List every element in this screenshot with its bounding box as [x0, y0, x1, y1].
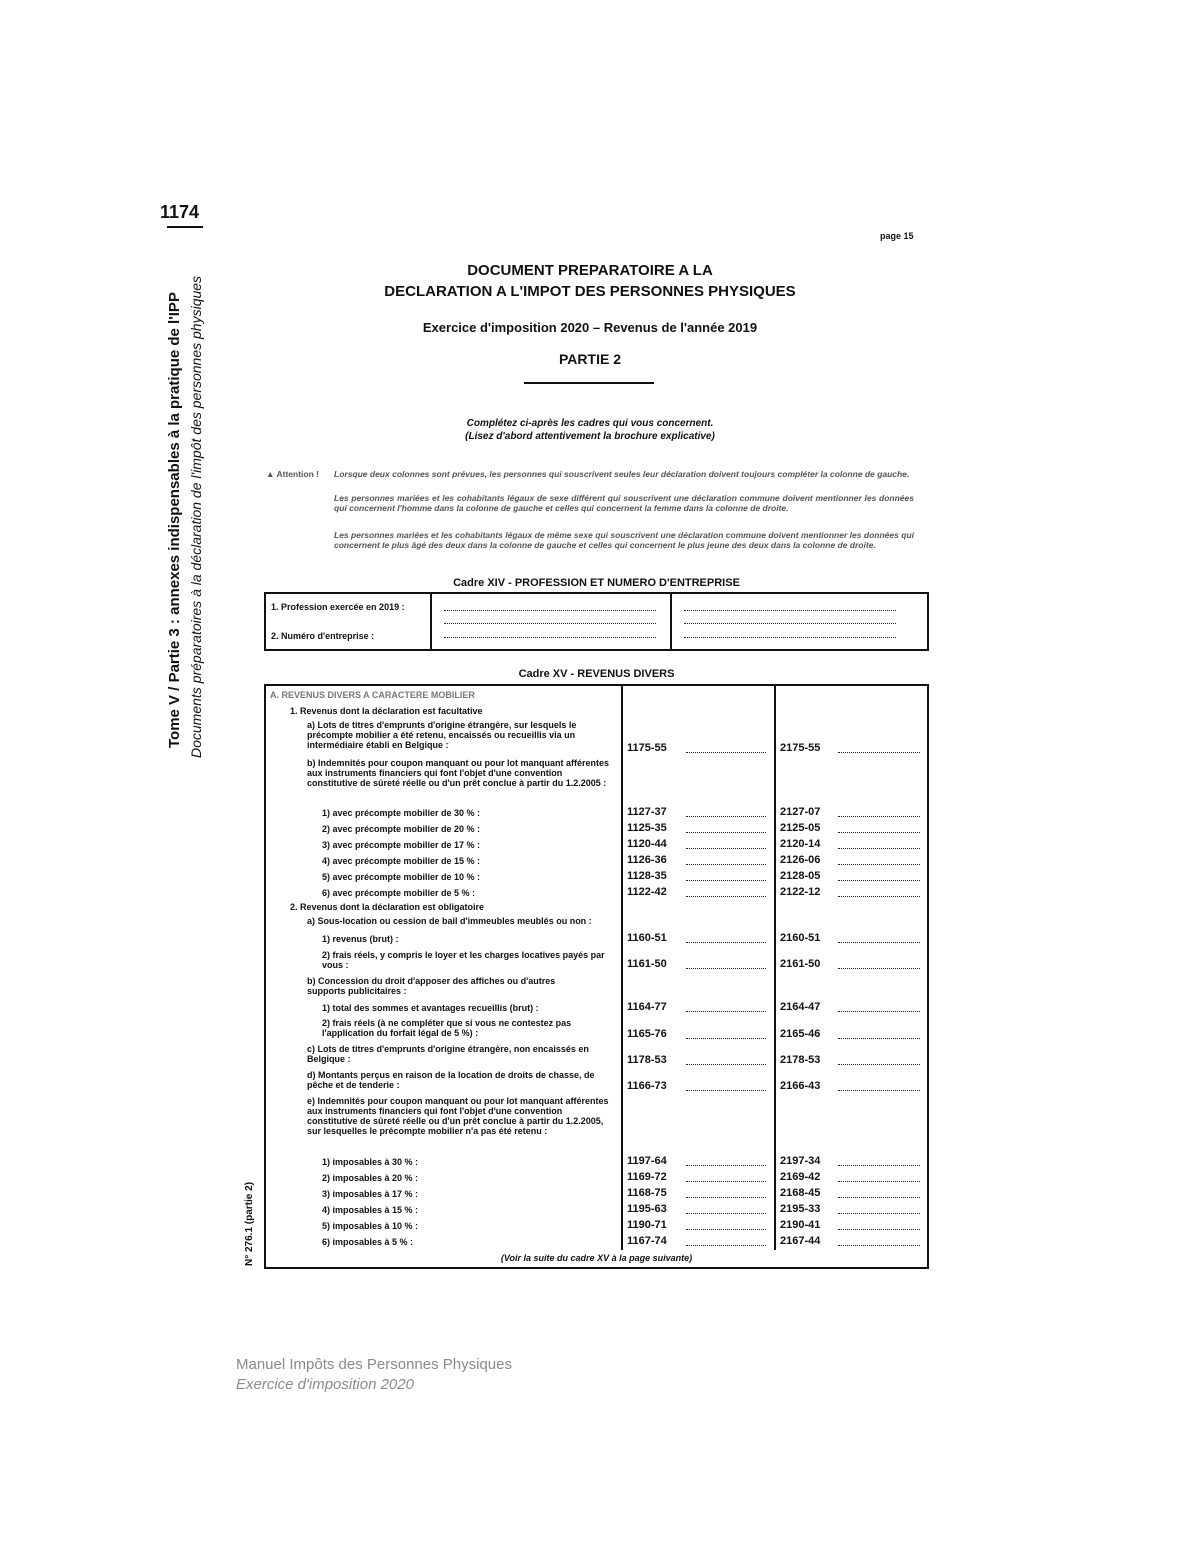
code-left: 1128-35	[627, 870, 667, 882]
code-left: 1126-36	[627, 854, 667, 866]
code-right: 2125-05	[780, 822, 821, 834]
code-right: 2197-34	[780, 1155, 821, 1167]
profession-right-field[interactable]	[684, 610, 896, 611]
code-right: 2195-33	[780, 1203, 821, 1215]
field-left[interactable]	[686, 1011, 766, 1012]
attention-paragraph-2: Les personnes mariées et les cohabitants légaux de sexe différent qui souscrivent une déclaration commune doivent mentionner les données qui concernent l'homme dans la colonne de gauche et celles qui concernent la femme dans la colonne de droite.	[334, 493, 914, 513]
footer-subtitle: Exercice d'imposition 2020	[236, 1376, 414, 1393]
row-label: 1) revenus (brut) :	[322, 934, 399, 944]
row-label: d) Montants perçus en raison de la location de droits de chasse, de pêche et de tenderie :	[307, 1070, 595, 1090]
profession-left-field-2[interactable]	[444, 623, 656, 624]
field-right[interactable]	[838, 1181, 920, 1182]
footer-title: Manuel Impôts des Personnes Physiques	[236, 1356, 512, 1373]
code-right: 2169-42	[780, 1171, 821, 1183]
field-left[interactable]	[686, 832, 766, 833]
attention-paragraph-1: Lorsque deux colonnes sont prévues, les personnes qui souscrivent seules leur déclaration doivent toujours compléter la colonne de gauche.	[334, 469, 910, 479]
instruction-line1: Complétez ci-après les cadres qui vous concernent.	[466, 418, 714, 429]
field-right[interactable]	[838, 942, 920, 943]
row-label: 4) avec précompte mobilier de 15 % :	[322, 856, 481, 866]
code-left: 1175-55	[627, 742, 667, 754]
code-left: 1120-44	[627, 838, 667, 850]
row-label: 1) total des sommes et avantages recueillis (brut) :	[322, 1003, 539, 1013]
row-label: a) Lots de titres d'emprunts d'origine étrangère, sur lesquels le précompte mobilier a été retenu, encaissés ou recueillis via un intermédiaire établi en Belgique :	[307, 720, 577, 750]
field-left[interactable]	[686, 942, 766, 943]
cadre-14-box	[264, 592, 929, 651]
code-left: 1178-53	[627, 1054, 667, 1066]
row-label: b) Concession du droit d'apposer des affiches ou d'autres supports publicitaires :	[307, 976, 556, 996]
page-number: 1174	[160, 202, 200, 222]
attention-label: ▲ Attention !	[266, 469, 319, 479]
field-left[interactable]	[686, 1213, 766, 1214]
row-label: 1) avec précompte mobilier de 30 % :	[322, 808, 481, 818]
code-left: 1160-51	[627, 932, 667, 944]
code-left: 1165-76	[627, 1028, 667, 1040]
field-right[interactable]	[838, 1064, 920, 1065]
code-left: 1167-74	[627, 1235, 667, 1247]
code-right: 2167-44	[780, 1235, 821, 1247]
code-right: 2166-43	[780, 1080, 821, 1092]
row-label: 2) imposables à 20 % :	[322, 1173, 419, 1183]
code-left: 1164-77	[627, 1001, 667, 1013]
row-label: 3) avec précompte mobilier de 17 % :	[322, 840, 481, 850]
cadre-14-divider-1	[430, 592, 432, 651]
form-reference: N° 276.1 (partie 2)	[244, 1181, 255, 1266]
doc-title-line1: DOCUMENT PREPARATOIRE A LA	[467, 262, 713, 279]
instruction-line2: (Lisez d'abord attentivement la brochure explicative)	[465, 431, 715, 442]
field-right[interactable]	[838, 880, 920, 881]
company-number-left-field[interactable]	[444, 637, 656, 638]
cadre-15-title: Cadre XV - REVENUS DIVERS	[518, 668, 675, 680]
code-right: 2168-45	[780, 1187, 821, 1199]
cadre-15-divider-2	[774, 684, 776, 1250]
code-left: 1195-63	[627, 1203, 667, 1215]
code-left: 1168-75	[627, 1187, 667, 1199]
code-right: 2127-07	[780, 806, 821, 818]
field-right[interactable]	[838, 864, 920, 865]
code-left: 1169-72	[627, 1171, 667, 1183]
page-label: page 15	[880, 231, 914, 241]
attention-paragraph-3: Les personnes mariées et les cohabitants légaux de même sexe qui souscrivent une déclaration commune doivent mentionner les données qui concernent le plus âgé des deux dans la colonne de gauche et celles qui concernent le plus jeune des deux dans la colonne de droite.	[334, 530, 914, 550]
row-label: 6) imposables à 5 % :	[322, 1237, 414, 1247]
cadre-14-title: Cadre XIV - PROFESSION ET NUMERO D'ENTREPRISE	[453, 577, 740, 589]
field-right[interactable]	[838, 1090, 920, 1091]
code-right: 2164-47	[780, 1001, 821, 1013]
code-right: 2120-14	[780, 838, 821, 850]
field-left[interactable]	[686, 1038, 766, 1039]
row-label: 6) avec précompte mobilier de 5 % :	[322, 888, 476, 898]
field-right[interactable]	[838, 752, 920, 753]
field-left[interactable]	[686, 1197, 766, 1198]
code-right: 2160-51	[780, 932, 821, 944]
profession-left-field[interactable]	[444, 610, 656, 611]
field-left[interactable]	[686, 896, 766, 897]
row-label: 2) avec précompte mobilier de 20 % :	[322, 824, 481, 834]
company-number-right-field[interactable]	[684, 637, 896, 638]
field-left[interactable]	[686, 816, 766, 817]
row-label: a) Sous-location ou cession de bail d'immeubles meublés ou non :	[307, 916, 592, 926]
code-left: 1161-50	[627, 958, 667, 970]
doc-part: PARTIE 2	[559, 351, 621, 367]
code-left: 1125-35	[627, 822, 667, 834]
code-right: 2126-06	[780, 854, 821, 866]
row-label: 2) frais réels, y compris le loyer et les charges locatives payés par vous :	[322, 950, 605, 970]
code-left: 1127-37	[627, 806, 667, 818]
field-left[interactable]	[686, 848, 766, 849]
side-title: Tome V / Partie 3 : annexes indispensables à la pratique de l'IPP	[166, 292, 183, 748]
code-left: 1166-73	[627, 1080, 667, 1092]
row-label: 2) frais réels (à ne compléter que si vous ne contestez pas l'application du forfait légal de 5 %) :	[322, 1018, 572, 1038]
code-right: 2190-41	[780, 1219, 821, 1231]
field-right[interactable]	[838, 968, 920, 969]
doc-title-line2: DECLARATION A L'IMPOT DES PERSONNES PHYSIQUES	[384, 283, 796, 300]
field-left[interactable]	[686, 752, 766, 753]
code-right: 2175-55	[780, 742, 821, 754]
field-right[interactable]	[838, 1245, 920, 1246]
field-right[interactable]	[838, 1038, 920, 1039]
row-label: 5) imposables à 10 % :	[322, 1221, 419, 1231]
field-right[interactable]	[838, 896, 920, 897]
section-a-heading: A. REVENUS DIVERS A CARACTERE MOBILIER	[270, 690, 475, 700]
row-label: 4) imposables à 15 % :	[322, 1205, 419, 1215]
field-right[interactable]	[838, 1213, 920, 1214]
row-label: e) Indemnités pour coupon manquant ou pour lot manquant afférentes aux instruments financiers qui font l'objet d'une convention constitutive de sûreté réelle ou d'un prêt conclue à partir du 1.2.2005, sur lesquelles le précompte mobilier n'a pas été retenu :	[307, 1096, 609, 1136]
field-right[interactable]	[838, 1197, 920, 1198]
attention-label-text: Attention !	[276, 469, 319, 479]
field-right[interactable]	[838, 848, 920, 849]
field-left[interactable]	[686, 968, 766, 969]
code-right: 2161-50	[780, 958, 821, 970]
field-left[interactable]	[686, 1165, 766, 1166]
cadre-14-divider-2	[670, 592, 672, 651]
profession-right-field-2[interactable]	[684, 623, 896, 624]
title-rule	[524, 382, 654, 384]
field-left[interactable]	[686, 1064, 766, 1065]
doc-subtitle: Exercice d'imposition 2020 – Revenus de l'année 2019	[422, 320, 758, 335]
field-left[interactable]	[686, 1229, 766, 1230]
profession-label: 1. Profession exercée en 2019 :	[271, 602, 405, 612]
code-right: 2122-12	[780, 886, 821, 898]
code-left: 1190-71	[627, 1219, 667, 1231]
code-left: 1122-42	[627, 886, 667, 898]
cadre-15-divider-1	[621, 684, 623, 1250]
side-subtitle: Documents préparatoires à la déclaration de l'impôt des personnes physiques	[188, 275, 204, 758]
field-left[interactable]	[686, 1090, 766, 1091]
row-label: c) Lots de titres d'emprunts d'origine étrangère, non encaissés en Belgique :	[307, 1044, 589, 1064]
row-label: 1) imposables à 30 % :	[322, 1157, 419, 1167]
field-right[interactable]	[838, 1011, 920, 1012]
code-left: 1197-64	[627, 1155, 667, 1167]
continued-note: (Voir la suite du cadre XV à la page suivante)	[500, 1253, 693, 1263]
code-right: 2128-05	[780, 870, 821, 882]
field-left[interactable]	[686, 1245, 766, 1246]
field-left[interactable]	[686, 880, 766, 881]
field-left[interactable]	[686, 864, 766, 865]
code-right: 2165-46	[780, 1028, 821, 1040]
field-right[interactable]	[838, 1165, 920, 1166]
field-left[interactable]	[686, 1181, 766, 1182]
field-right[interactable]	[838, 816, 920, 817]
side-rule	[167, 226, 203, 228]
subsection-1-heading: 1. Revenus dont la déclaration est facultative	[290, 706, 483, 716]
row-label: 3) imposables à 17 % :	[322, 1189, 419, 1199]
code-right: 2178-53	[780, 1054, 821, 1066]
subsection-2-heading: 2. Revenus dont la déclaration est obligatoire	[290, 902, 485, 912]
company-number-label: 2. Numéro d'entreprise :	[271, 631, 375, 641]
field-right[interactable]	[838, 1229, 920, 1230]
row-label: 5) avec précompte mobilier de 10 % :	[322, 872, 481, 882]
field-right[interactable]	[838, 832, 920, 833]
row-label: b) Indemnités pour coupon manquant ou pour lot manquant afférentes aux instruments financiers qui font l'objet d'une convention constitutive de sûreté réelle ou d'un prêt conclue à partir du 1.2.2005 :	[307, 758, 610, 788]
